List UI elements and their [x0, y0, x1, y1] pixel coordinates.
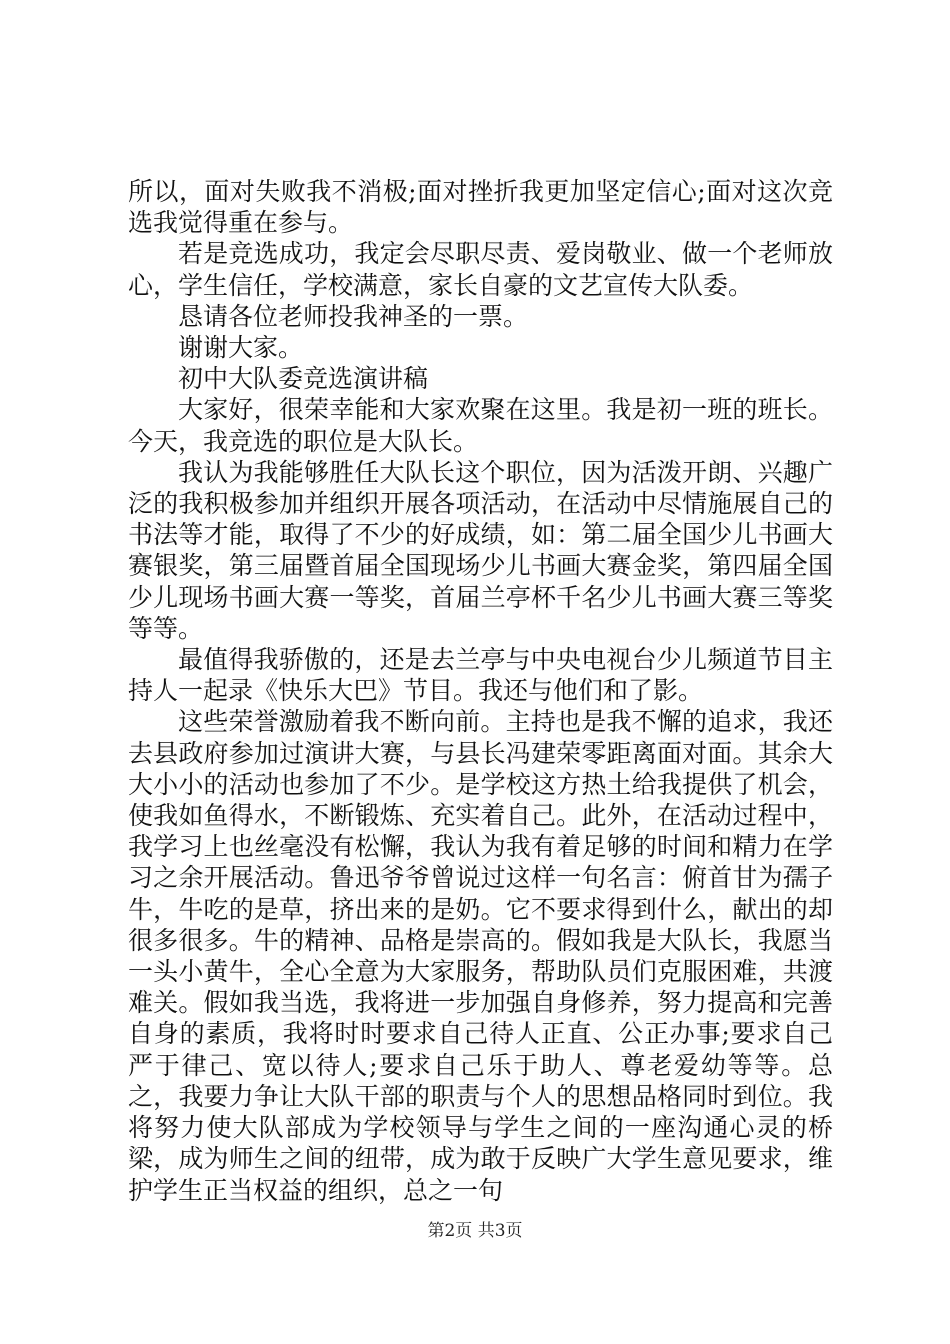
paragraph: 这些荣誉激励着我不断向前。主持也是我不懈的追求，我还去县政府参加过演讲大赛，与县长冯建荣零距离面对面。其余大大小小的活动也参加了不少。是学校这方热土给我提供了机会，使我如鱼得水，不断锻炼、充实着自己。此外，在活动过程中，我学习上也丝毫没有松懈，我认为我有着足够的时间和精力在学习之余开展活动。鲁迅爷爷曾说过这样一句名言：俯首甘为孺子牛，牛吃的是草，挤出来的是奶。它不要求得到什么，献出的却很多很多。牛的精神、品格是崇高的。假如我是大队长，我愿当一头小黄牛，全心全意为大家服务，帮助队员们克服困难，共渡难关。假如我当选，我将进一步加强自身修养，努力提高和完善自身的素质，我将时时要求自己待人正直、公正办事;要求自己严于律己、宽以待人;要求自己乐于助人、尊老爱幼等等。总之，我要力争让大队干部的职责与个人的思想品格同时到位。我将努力使大队部成为学校领导与学生之间的一座沟通心灵的桥梁，成为师生之间的纽带，成为敢于反映广大学生意见要求，维护学生正当权益的组织，总之一句	[128, 707, 833, 1205]
paragraph: 谢谢大家。	[178, 333, 304, 363]
paragraph: 我认为我能够胜任大队长这个职位，因为活泼开朗、兴趣广泛的我积极参加并组织开展各项活动，在活动中尽情施展自己的书法等才能，取得了不少的好成绩，如：第二届全国少儿书画大赛银奖，第三届暨首届全国现场少儿书画大赛金奖，第四届全国少儿现场书画大赛一等奖，首届兰亭杯千名少儿书画大赛三等奖等等。	[128, 457, 833, 643]
paragraph: 最值得我骄傲的，还是去兰亭与中央电视台少儿频道节目主持人一起录《快乐大巴》节目。我还与他们和了影。	[128, 645, 833, 706]
document-body	[128, 176, 833, 1206]
section-title: 初中大队委竞选演讲稿	[178, 364, 429, 394]
paragraph: 恳请各位老师投我神圣的一票。	[178, 301, 529, 331]
paragraph: 所以，面对失败我不消极;面对挫折我更加坚定信心;面对这次竞选我觉得重在参与。	[128, 177, 833, 238]
paragraph: 若是竞选成功，我定会尽职尽责、爱岗敬业、做一个老师放心，学生信任，学校满意，家长自豪的文艺宣传大队委。	[128, 239, 833, 300]
page-number: 第2页 共3页	[427, 1221, 523, 1241]
paragraph: 大家好，很荣幸能和大家欢聚在这里。我是初一班的班长。今天，我竞选的职位是大队长。	[128, 395, 833, 456]
